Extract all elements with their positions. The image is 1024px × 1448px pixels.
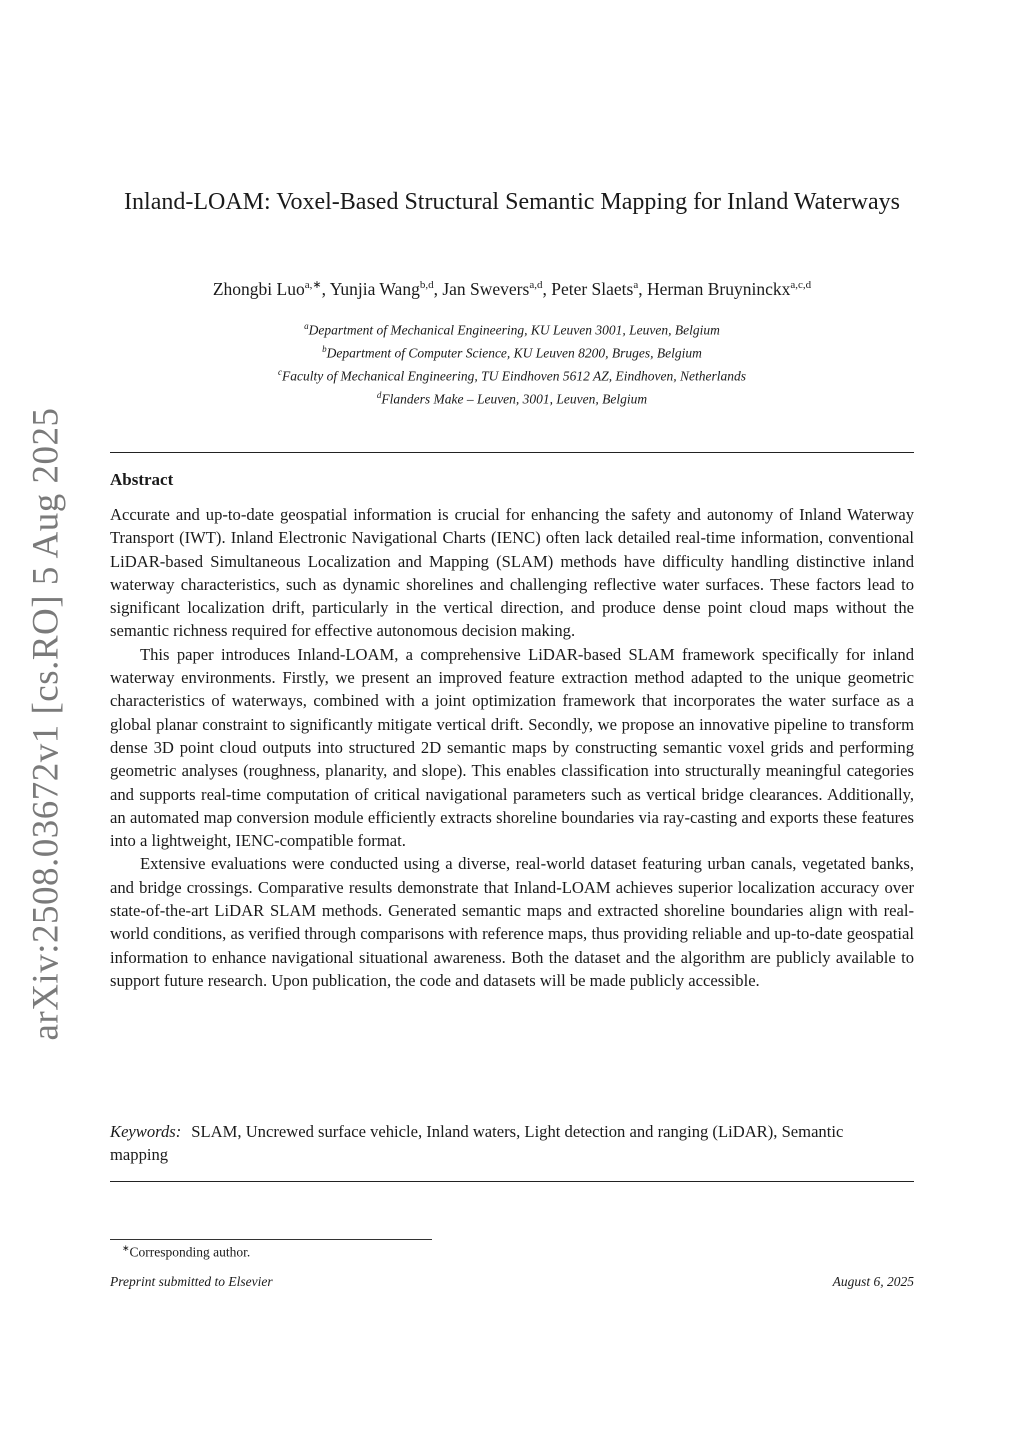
author-name: Jan Swevers <box>442 278 530 299</box>
affiliation-mark: a <box>304 321 309 331</box>
affiliation-mark: b <box>322 344 327 354</box>
footnote-text: Corresponding author. <box>129 1244 251 1260</box>
paper-title: Inland-LOAM: Voxel-Based Structural Semantic Mapping for Inland Waterways <box>124 189 900 215</box>
affiliation-mark: c <box>278 367 283 377</box>
affiliation-text: Faculty of Mechanical Engineering, TU Eindhoven 5612 AZ, Eindhoven, Netherlands <box>282 368 746 384</box>
author-affiliation-mark: a,∗ <box>304 279 322 291</box>
arxiv-identifier-stamp: arXiv:2508.03672v1 [cs.RO] 5 Aug 2025 <box>25 407 67 1041</box>
affiliation-text: Department of Computer Science, KU Leuven 8200, Bruges, Belgium <box>326 345 702 361</box>
author-affiliation-mark: a,d <box>529 279 543 291</box>
affiliation-text: Flanders Make – Leuven, 3001, Leuven, Belgium <box>381 391 648 407</box>
footnote-divider <box>110 1239 432 1240</box>
keywords <box>110 1120 870 1167</box>
keywords-text: SLAM, Uncrewed surface vehicle, Inland waters, Light detection and ranging (LiDAR), Semantic mapping <box>110 1122 844 1165</box>
affiliation-list <box>110 317 914 409</box>
author-list <box>110 278 914 300</box>
bottom-divider <box>110 1181 914 1182</box>
author-affiliation-mark: a <box>633 279 639 291</box>
abstract-paragraph: Extensive evaluations were conducted using a diverse, real-world dataset featuring urban canals, vegetated banks, and bridge crossings. Comparative results demonstrate that Inland-LOAM achieves superior localization accuracy over state-of-the-art LiDAR SLAM methods. Generated semantic maps and extracted shoreline boundaries align with real-world conditions, as verified through comparisons with reference maps, thus providing reliable and up-to-date geospatial information to enhance navigational situational awareness. Both the dataset and the algorithm are publicly available to support future research. Upon publication, the code and datasets will be made publicly accessible. <box>110 854 914 990</box>
submission-date: August 6, 2025 <box>832 1274 914 1289</box>
affiliation-line <box>110 363 914 386</box>
author-name: Zhongbi Luo <box>212 278 305 299</box>
abstract-paragraph: Accurate and up-to-date geospatial information is crucial for enhancing the safety and autonomy of Inland Waterway Transport (IWT). Inland Electronic Navigational Charts (IENC) often lack detailed real-time information, conventional LiDAR-based Simultaneous Localization and Mapping (SLAM) methods have difficulty handling distinctive inland waterway characteristics, such as dynamic shorelines and challenging reflective water surfaces. These factors lead to significant localization drift, particularly in the vertical direction, and produce dense point cloud maps without the semantic richness required for effective autonomous decision making. <box>110 505 914 641</box>
abstract-heading: Abstract <box>110 470 174 489</box>
affiliation-line <box>110 340 914 363</box>
author-separator: , <box>321 278 330 299</box>
author-affiliation-mark: a,c,d <box>790 279 812 291</box>
author-separator: , <box>433 278 443 299</box>
author-name: Yunjia Wang <box>329 278 420 299</box>
affiliation-mark: d <box>376 390 382 400</box>
abstract-body <box>110 503 914 992</box>
affiliation-text: Department of Mechanical Engineering, KU Leuven 3001, Leuven, Belgium <box>308 322 720 338</box>
corresponding-author-footnote <box>122 1243 250 1261</box>
preprint-note: Preprint submitted to Elsevier <box>110 1274 273 1289</box>
author-separator: , <box>638 278 647 299</box>
abstract-paragraph: This paper introduces Inland-LOAM, a comprehensive LiDAR-based SLAM framework specifically for inland waterway environments. Firstly, we present an improved feature extraction method adapted to the unique geometric characteristics of waterways, combined with a joint optimization framework that incorporates the water surface as a global planar constraint to significantly mitigate vertical drift. Secondly, we propose an innovative pipeline to transform dense 3D point cloud outputs into structured 2D semantic maps by constructing semantic voxel grids and performing geometric analyses (roughness, planarity, and slope). This enables classification into structurally meaningful categories and supports real-time computation of critical navigational parameters such as vertical bridge clearances. Additionally, an automated map conversion module efficiently extracts shoreline boundaries via ray-casting and exports these features into a lightweight, IENC-compatible format. <box>110 644 914 851</box>
affiliation-line <box>110 386 914 409</box>
author-separator: , <box>542 278 552 299</box>
keywords-label: Keywords: <box>110 1122 182 1141</box>
affiliation-line <box>110 317 914 340</box>
author-name: Peter Slaets <box>551 278 634 299</box>
footnote-mark: ∗ <box>122 1243 130 1253</box>
author-affiliation-mark: b,d <box>419 279 434 291</box>
top-divider <box>110 452 914 453</box>
author-name: Herman Bruyninckx <box>647 278 791 299</box>
